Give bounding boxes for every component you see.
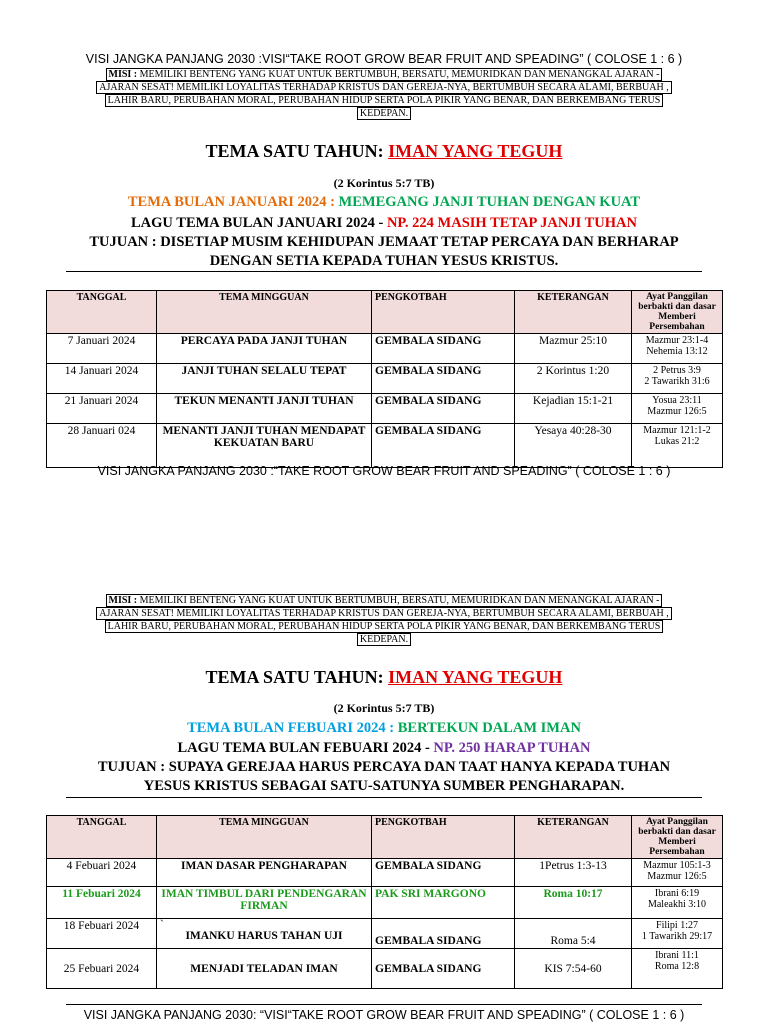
ayat-1: 2 Petrus 3:9 — [653, 365, 701, 376]
schedule-table-february — [46, 815, 723, 989]
ayat-1: Mazmur 23:1-4 — [645, 335, 709, 346]
lagu-tema-januari — [0, 215, 768, 232]
ayat-1: Mazmur 121:1-2 — [643, 425, 711, 436]
cell-ayat — [632, 364, 723, 394]
lagu-value: NP. 250 HARAP TUHAN — [433, 740, 591, 756]
divider-rule — [66, 271, 702, 272]
col-header-tema: TEMA MINGGUAN — [157, 816, 372, 859]
ayat-1: Mazmur 105:1-3 — [643, 860, 711, 871]
ayat-2: Mazmur 126:5 — [647, 871, 707, 882]
col-header-pengkotbah: PENGKOTBAH — [372, 291, 515, 334]
visi-statement-mid: VISI JANGKA PANJANG 2030 :“TAKE ROOT GROW BEAR FRUIT AND SPEADING” ( COLOSE 1 : 6 ) — [97, 464, 671, 478]
cell-pengkotbah: PAK SRI MARGONO — [372, 887, 515, 919]
tujuan-februari-2: YESUS KRISTUS SEBAGAI SATU-SATUNYA SUMBER PENGHARAPAN. — [143, 778, 625, 794]
misi-line-1: MEMILIKI BENTENG YANG KUAT UNTUK BERTUMBUH, BERSATU, MEMURIDKAN DAN MENANGKAL AJARAN - — [137, 595, 660, 606]
cell-tema: JANJI TUHAN SELALU TEPAT — [157, 364, 372, 394]
cell-tema-text: IMANKU HARUS TAHAN UJI — [185, 930, 343, 942]
ayat-1: Ibrani 6:19 — [654, 888, 700, 899]
misi-block-1 — [50, 68, 718, 120]
cell-keterangan: 2 Korintus 1:20 — [515, 364, 632, 394]
ref-verse-2: (2 Korintus 5:7 TB) — [333, 701, 435, 715]
table-row — [47, 949, 723, 989]
tema-bulan-januari — [0, 194, 768, 211]
cell-keterangan: Mazmur 25:10 — [515, 334, 632, 364]
cell-pengkotbah: GEMBALA SIDANG — [372, 394, 515, 424]
table-row — [47, 424, 723, 468]
col-header-tema: TEMA MINGGUAN — [157, 291, 372, 334]
cell-tema: TEKUN MENANTI JANJI TUHAN — [157, 394, 372, 424]
cell-ayat — [632, 394, 723, 424]
ayat-2: Roma 12:8 — [654, 961, 700, 972]
tujuan-januari-1: TUJUAN : DISETIAP MUSIM KEHIDUPAN JEMAAT TETAP PERCAYA DAN BERHARAP — [89, 234, 679, 250]
table-row — [47, 919, 723, 949]
col-header-keterangan: KETERANGAN — [515, 816, 632, 859]
cell-ayat — [632, 919, 723, 949]
cell-ayat — [632, 949, 723, 989]
col-header-tanggal: TANGGAL — [47, 816, 157, 859]
tema-tahun-label: TEMA SATU TAHUN: — [205, 667, 389, 687]
misi-line-2: AJARAN SESAT! MEMILIKI LOYALITAS TERHADAP KRISTUS DAN GEREJA-NYA, BERTUMBUH SECARA ALAMI, BERBUAH , — [96, 81, 671, 94]
misi-block-2 — [50, 594, 718, 646]
cell-tanggal: 4 Febuari 2024 — [47, 859, 157, 887]
ayat-2: Nehemia 13:12 — [646, 346, 708, 357]
cell-tanggal: 21 Januari 2024 — [47, 394, 157, 424]
cell-ayat — [632, 334, 723, 364]
cell-keterangan: KIS 7:54-60 — [515, 949, 632, 989]
cell-pengkotbah: GEMBALA SIDANG — [372, 859, 515, 887]
cell-tema: MENANTI JANJI TUHAN MENDAPAT KEKUATAN BARU — [157, 424, 372, 468]
stray-mark: ` — [160, 919, 164, 931]
ayat-2: Maleakhi 3:10 — [647, 899, 707, 910]
visi-statement-top: VISI JANGKA PANJANG 2030 :VISI“TAKE ROOT GROW BEAR FRUIT AND SPEADING” ( COLOSE 1 : 6 ) — [85, 52, 683, 66]
table-row — [47, 364, 723, 394]
lagu-label: LAGU TEMA BULAN FEBUARI 2024 - — [177, 740, 434, 756]
cell-tanggal: 14 Januari 2024 — [47, 364, 157, 394]
misi-line-3: LAHIR BARU, PERUBAHAN MORAL, PERUBAHAN HIDUP SERTA POLA PIKIR YANG BENAR, DAN BERKEMBANG TERUS — [105, 94, 664, 107]
table-row — [47, 859, 723, 887]
cell-tema: PERCAYA PADA JANJI TUHAN — [157, 334, 372, 364]
cell-tanggal: 25 Febuari 2024 — [47, 949, 157, 989]
misi-line-2: AJARAN SESAT! MEMILIKI LOYALITAS TERHADAP KRISTUS DAN GEREJA-NYA, BERTUMBUH SECARA ALAMI, BERBUAH , — [96, 607, 671, 620]
misi-head: MISI : — [108, 595, 138, 606]
col-header-ayat: Ayat Panggilan berbakti dan dasar Memberi Persembahan — [632, 816, 723, 859]
cell-ayat — [632, 424, 723, 468]
col-header-ayat: Ayat Panggilan berbakti dan dasar Memberi Persembahan — [632, 291, 723, 334]
table-row — [47, 887, 723, 919]
col-header-tanggal: TANGGAL — [47, 291, 157, 334]
cell-tanggal: 11 Febuari 2024 — [47, 887, 157, 919]
tema-bulan-februari — [0, 720, 768, 737]
divider-rule — [66, 1004, 702, 1005]
cell-pengkotbah: GEMBALA SIDANG — [372, 334, 515, 364]
ayat-2: 2 Tawarikh 31:6 — [644, 376, 710, 387]
col-header-pengkotbah: PENGKOTBAH — [372, 816, 515, 859]
misi-line-4: KEDEPAN. — [357, 633, 411, 646]
misi-head: MISI : — [108, 69, 138, 80]
lagu-label: LAGU TEMA BULAN JANUARI 2024 - — [131, 215, 387, 231]
ref-verse-1: (2 Korintus 5:7 TB) — [333, 176, 435, 190]
lagu-value: NP. 224 MASIH TETAP JANJI TUHAN — [386, 215, 637, 231]
tema-tahun-value: IMAN YANG TEGUH — [388, 667, 563, 687]
ayat-1: Filipi 1:27 — [656, 920, 698, 931]
cell-pengkotbah: GEMBALA SIDANG — [372, 424, 515, 468]
cell-tanggal: 18 Febuari 2024 — [47, 919, 157, 949]
ayat-2: Mazmur 126:5 — [647, 406, 707, 417]
cell-tema: MENJADI TELADAN IMAN — [157, 949, 372, 989]
table-row — [47, 334, 723, 364]
cell-tema: IMAN TIMBUL DARI PENDENGARAN FIRMAN — [157, 887, 372, 919]
cell-ayat — [632, 887, 723, 919]
cell-tema — [157, 919, 372, 949]
cell-pengkotbah: GEMBALA SIDANG — [372, 919, 515, 949]
tujuan-februari-1: TUJUAN : SUPAYA GEREJAA HARUS PERCAYA DAN TAAT HANYA KEPADA TUHAN — [97, 759, 671, 775]
visi-statement-bottom: VISI JANGKA PANJANG 2030: “VISI“TAKE ROOT GROW BEAR FRUIT AND SPEADING” ( COLOSE 1 : 6 ) — [83, 1008, 685, 1022]
cell-keterangan: Roma 5:4 — [515, 919, 632, 949]
ayat-1: Yosua 23:11 — [652, 395, 702, 406]
cell-keterangan: Yesaya 40:28-30 — [515, 424, 632, 468]
cell-tema: IMAN DASAR PENGHARAPAN — [157, 859, 372, 887]
lagu-tema-februari — [0, 740, 768, 757]
tema-tahun-1 — [0, 141, 768, 162]
cell-keterangan: Kejadian 15:1-21 — [515, 394, 632, 424]
misi-line-3: LAHIR BARU, PERUBAHAN MORAL, PERUBAHAN HIDUP SERTA POLA PIKIR YANG BENAR, DAN BERKEMBANG TERUS — [105, 620, 664, 633]
tema-bulan-value: MEMEGANG JANJI TUHAN DENGAN KUAT — [338, 194, 641, 210]
cell-pengkotbah: GEMBALA SIDANG — [372, 364, 515, 394]
tema-bulan-value: BERTEKUN DALAM IMAN — [397, 720, 581, 736]
table-row — [47, 394, 723, 424]
cell-keterangan: 1Petrus 1:3-13 — [515, 859, 632, 887]
tema-bulan-label: TEMA BULAN FEBUARI 2024 : — [187, 720, 398, 736]
cell-pengkotbah: GEMBALA SIDANG — [372, 949, 515, 989]
ayat-2: Lukas 21:2 — [654, 436, 700, 447]
ayat-1: Ibrani 11:1 — [655, 950, 699, 961]
tema-tahun-value: IMAN YANG TEGUH — [388, 141, 563, 161]
ayat-2: 1 Tawarikh 29:17 — [641, 931, 713, 942]
tema-tahun-2 — [0, 667, 768, 688]
tema-bulan-label: TEMA BULAN JANUARI 2024 : — [127, 194, 339, 210]
schedule-table-january — [46, 290, 723, 468]
divider-rule — [66, 797, 702, 798]
tujuan-januari-2: DENGAN SETIA KEPADA TUHAN YESUS KRISTUS. — [209, 253, 559, 269]
cell-ayat — [632, 859, 723, 887]
cell-tanggal: 7 Januari 2024 — [47, 334, 157, 364]
cell-tanggal: 28 Januari 024 — [47, 424, 157, 468]
col-header-keterangan: KETERANGAN — [515, 291, 632, 334]
cell-keterangan: Roma 10:17 — [515, 887, 632, 919]
misi-line-1: MEMILIKI BENTENG YANG KUAT UNTUK BERTUMBUH, BERSATU, MEMURIDKAN DAN MENANGKAL AJARAN - — [137, 69, 660, 80]
tema-tahun-label: TEMA SATU TAHUN: — [205, 141, 389, 161]
misi-line-4: KEDEPAN. — [357, 107, 411, 120]
